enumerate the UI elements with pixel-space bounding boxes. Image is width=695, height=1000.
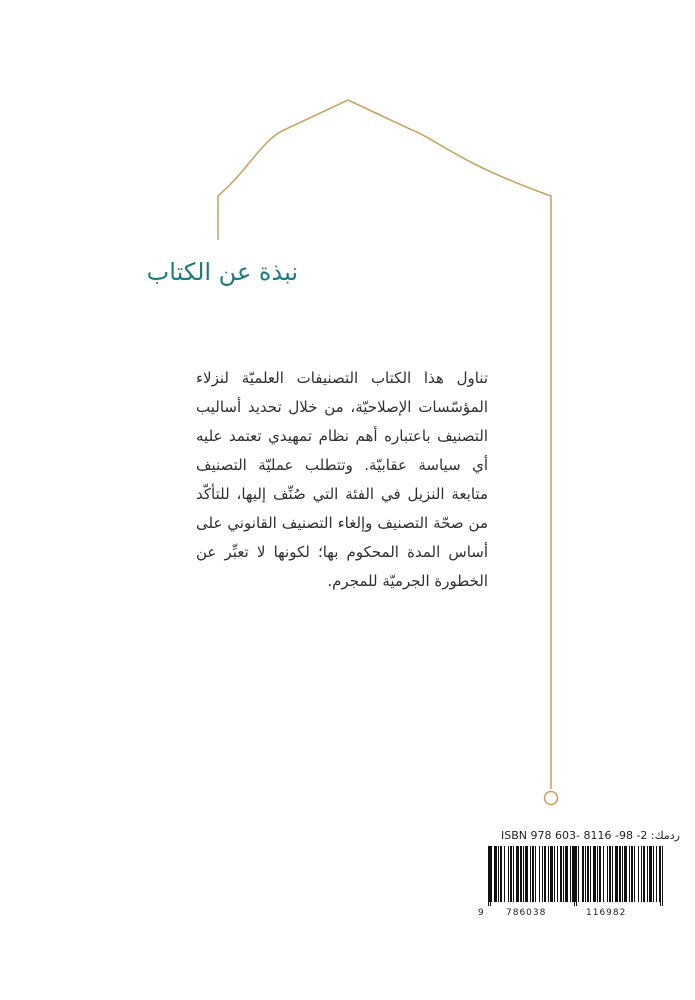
barcode-bar <box>535 846 536 902</box>
barcode-bar <box>542 846 543 902</box>
barcode-bar <box>597 846 598 902</box>
barcode-bar <box>498 846 499 902</box>
barcode-digits-left: 786038 <box>506 908 547 918</box>
barcode-digit-lead: 9 <box>478 908 484 918</box>
barcode-bar <box>619 846 621 902</box>
barcode-bar <box>572 846 574 902</box>
barcode-bar <box>578 846 579 902</box>
barcode-bar <box>638 846 639 902</box>
barcode-bar <box>587 846 589 902</box>
barcode-bar <box>516 846 519 902</box>
barcode-bar <box>491 846 492 902</box>
barcode-guard-bar <box>490 846 491 906</box>
barcode-bars <box>478 846 674 906</box>
barcode-bar <box>504 846 505 902</box>
barcode-bar <box>634 846 635 902</box>
barcode-bar <box>631 846 633 902</box>
barcode-bar <box>548 846 549 902</box>
barcode-bar <box>494 846 497 902</box>
barcode-bar <box>607 846 608 902</box>
barcode-bar <box>550 846 553 902</box>
barcode-digits-right: 116982 <box>586 908 627 918</box>
barcode-bar <box>565 846 568 902</box>
barcode-bar <box>585 846 586 902</box>
barcode-bar <box>647 846 648 902</box>
barcode-bar <box>653 846 654 902</box>
barcode-bar <box>532 846 534 902</box>
barcode-bar <box>539 846 540 902</box>
barcode-bar <box>624 846 627 902</box>
barcode-bar <box>510 846 512 902</box>
barcode-bar <box>612 846 613 902</box>
barcode-bar <box>530 846 531 902</box>
barcode-bar <box>603 846 604 902</box>
barcode-bar <box>563 846 564 902</box>
barcode-bar <box>656 846 657 902</box>
barcode-guard-bar <box>488 846 489 906</box>
barcode-bar <box>557 846 558 902</box>
about-book-paragraph: تناول هذا الكتاب التصنيفات العلميّة لنزلاء المؤسّسات الإصلاحيّة، من خلال تحديد أساليب التصنيف باعتباره أهم نظام تمهيدي تعتمد عليه أي سياسة عقابيّة. وتتطلب عمليّة التصنيف متابعة النزيل في الفئة التي صُنِّف إليها، للتأكّد من صحّة التصنيف وإلغاء التصنيف القانوني على أساس المدة المحكوم بها؛ لكونها لا تعبِّر عن الخطورة الجرميّة للمجرم. <box>196 369 488 590</box>
barcode-guard-bar <box>576 846 577 906</box>
barcode-bar <box>513 846 514 902</box>
barcode-bar <box>560 846 562 902</box>
barcode-guard-bar <box>574 846 575 906</box>
barcode-bar <box>599 846 601 902</box>
barcode-bar <box>615 846 618 902</box>
barcode-bar <box>575 846 576 902</box>
barcode-bar <box>508 846 509 902</box>
barcode-bar <box>641 846 642 902</box>
barcode-bar <box>554 846 555 902</box>
barcode-bar <box>629 846 630 902</box>
isbn-barcode <box>478 846 674 918</box>
barcode-bar <box>523 846 524 902</box>
barcode-guard-bar <box>660 846 661 906</box>
barcode-bar <box>582 846 584 902</box>
barcode-bar <box>593 846 596 902</box>
about-book-title: نبذة عن الكتاب <box>146 258 298 286</box>
barcode-bar <box>525 846 528 902</box>
barcode-bar <box>520 846 522 902</box>
barcode-bar <box>544 846 546 902</box>
barcode-bar <box>609 846 611 902</box>
barcode-bar <box>649 846 652 902</box>
barcode-bar <box>500 846 502 902</box>
isbn-label: ردمك: 2- 98- 8116 -603 ISBN 978 <box>501 829 680 842</box>
barcode-guard-bar <box>662 846 663 906</box>
barcode-bar <box>622 846 623 902</box>
barcode-bar <box>643 846 645 902</box>
barcode-digits <box>478 906 674 920</box>
barcode-bar <box>590 846 591 902</box>
barcode-bar <box>570 846 571 902</box>
